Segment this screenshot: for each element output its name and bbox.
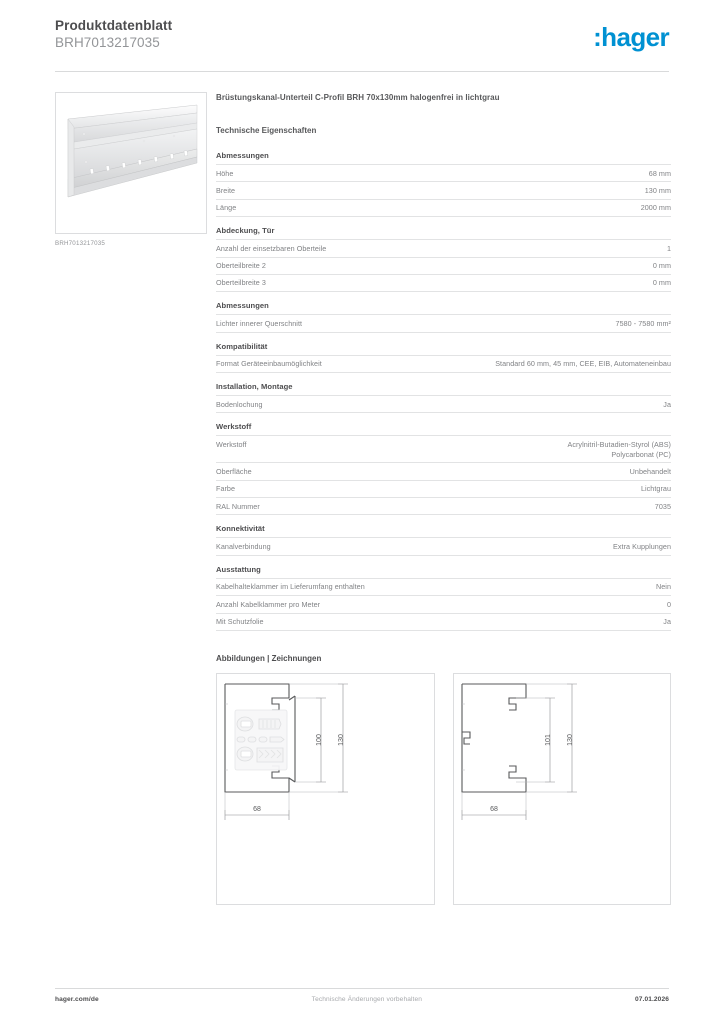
spec-group-title: Abdeckung, Tür (216, 226, 275, 236)
page-subtitle-article-number: BRH7013217035 (55, 35, 160, 50)
table-row (216, 498, 671, 515)
spec-table (216, 395, 671, 413)
spec-value-line: 0 mm (652, 261, 671, 271)
table-row (216, 436, 671, 463)
spec-group (216, 342, 671, 373)
table-row (216, 199, 671, 216)
table-row (216, 315, 671, 332)
spec-label: Oberteilbreite 3 (216, 278, 266, 288)
drawings-row (216, 673, 671, 905)
product-photo-c-profile-trunking (56, 93, 207, 234)
footer-date: 07.01.2026 (634, 996, 669, 1003)
product-description: Brüstungskanal-Unterteil C-Profil BRH 70x130mm halogenfrei in lichtgrau (216, 93, 500, 102)
spec-value (453, 165, 671, 182)
spec-value (453, 596, 671, 613)
table-row (216, 613, 671, 630)
table-row (216, 240, 671, 257)
spec-value-line: 0 mm (652, 278, 671, 288)
spec-value (453, 613, 671, 630)
spec-group (216, 524, 671, 555)
spec-value-line: Acrylnitril-Butadien-Styrol (ABS) (567, 439, 671, 449)
spec-group (216, 382, 671, 413)
spec-value (453, 199, 671, 216)
spec-value (453, 480, 671, 497)
drawing-cross-section-with-accessories (216, 673, 435, 905)
spec-value (453, 436, 671, 463)
table-row (216, 538, 671, 555)
footer-divider (55, 988, 669, 989)
page-header (55, 18, 669, 62)
spec-value-line: 7580 - 7580 mm² (615, 318, 671, 328)
spec-value-line: Unbehandelt (629, 466, 671, 476)
spec-label: Anzahl der einsetzbaren Oberteile (216, 243, 327, 253)
product-image (55, 92, 207, 234)
table-row (216, 480, 671, 497)
technical-drawing-left (217, 674, 435, 905)
spec-group-title: Installation, Montage (216, 382, 293, 391)
spec-label: Anzahl Kabelklammer pro Meter (216, 599, 321, 609)
spec-table (216, 164, 671, 217)
spec-label: Werkstoff (216, 439, 247, 449)
dim-width-label-right: 68 (489, 805, 498, 813)
spec-value (453, 538, 671, 555)
spec-value (453, 463, 671, 480)
spec-label: Länge (216, 203, 237, 213)
table-row (216, 463, 671, 480)
spec-label: Bodenlochung (216, 399, 263, 409)
spec-value-line: Ja (663, 617, 671, 627)
spec-value (453, 257, 671, 274)
footer-disclaimer: Technische Änderungen vorbehalten (311, 996, 423, 1003)
spec-value-line: Extra Kupplungen (613, 542, 671, 552)
drawings-heading: Abbildungen | Zeichnungen (216, 653, 322, 663)
dim-inner-label-left: 100 (316, 734, 323, 746)
spec-value (453, 315, 671, 332)
spec-group-title: Abmessungen (216, 151, 269, 160)
spec-value-line: Standard 60 mm, 45 mm, CEE, EIB, Automateneinbau (495, 359, 671, 369)
spec-label: Oberteilbreite 2 (216, 261, 266, 271)
spec-group (216, 422, 671, 515)
spec-group (216, 301, 671, 332)
spec-table (216, 435, 671, 515)
drawing-cross-section-plain (453, 673, 672, 905)
spec-group (216, 151, 671, 217)
header-divider (55, 71, 669, 72)
spec-label: Format Geräteeinbaumöglichkeit (216, 359, 322, 369)
spec-value (453, 355, 671, 372)
spec-label: Lichter innerer Querschnitt (216, 318, 303, 328)
page-footer (55, 996, 669, 1003)
table-row (216, 355, 671, 372)
spec-table (216, 314, 671, 332)
spec-group-title: Abmessungen (216, 301, 269, 311)
spec-value-line: 68 mm (648, 168, 671, 178)
dim-outer-label-right: 130 (566, 734, 574, 746)
table-row (216, 182, 671, 199)
spec-label: RAL Nummer (216, 501, 260, 511)
technical-properties-heading: Technische Eigenschaften (216, 126, 317, 135)
spec-label: Kabelhalteklammer im Lieferumfang enthalten (216, 582, 365, 592)
spec-value (453, 274, 671, 291)
spec-value-line: Lichtgrau (640, 484, 671, 494)
spec-label: Kanalverbindung (216, 542, 271, 552)
dim-width-label-left: 68 (253, 805, 261, 813)
spec-value-line: Ja (663, 399, 671, 409)
spec-group-title: Ausstattung (216, 564, 261, 574)
spec-label: Oberfläche (216, 466, 252, 476)
spec-group (216, 226, 671, 292)
table-row (216, 257, 671, 274)
spec-label: Farbe (216, 484, 236, 494)
spec-value-line: 1 (666, 243, 671, 253)
spec-label: Höhe (216, 168, 234, 178)
hager-logo: :hager (593, 22, 669, 52)
spec-value (453, 498, 671, 515)
spec-value-line: Polycarbonat (PC) (611, 449, 671, 459)
specification-groups (216, 151, 671, 631)
table-row (216, 396, 671, 413)
spec-value (453, 182, 671, 199)
product-figure (55, 92, 207, 247)
spec-label: Mit Schutzfolie (216, 617, 264, 627)
dim-inner-label-right: 101 (544, 734, 552, 746)
technical-drawing-right (454, 674, 672, 905)
spec-group (216, 565, 671, 631)
spec-label: Breite (216, 185, 236, 195)
spec-group-title: Werkstoff (216, 422, 252, 432)
spec-group-title: Kompatibilität (216, 341, 268, 351)
spec-value-line: 2000 mm (640, 203, 671, 213)
main-content (216, 92, 671, 905)
page-title: Produktdatenblatt (55, 18, 173, 33)
table-row (216, 165, 671, 182)
table-row (216, 274, 671, 291)
spec-value-line: 130 mm (644, 185, 671, 195)
spec-value (453, 578, 671, 595)
spec-value-line: 7035 (654, 501, 671, 511)
footer-website[interactable]: hager.com/de (55, 996, 99, 1003)
spec-table (216, 537, 671, 555)
spec-table (216, 355, 671, 373)
table-row (216, 596, 671, 613)
spec-group-title: Konnektivität (216, 524, 265, 534)
dim-outer-label-left: 130 (338, 734, 345, 746)
spec-value-line: 0 (666, 599, 671, 609)
spec-table (216, 578, 671, 631)
spec-value (453, 240, 671, 257)
table-row (216, 578, 671, 595)
spec-value-line: Nein (656, 582, 671, 592)
product-image-caption: BRH7013217035 (55, 240, 106, 247)
spec-table (216, 239, 671, 292)
spec-value (453, 396, 671, 413)
